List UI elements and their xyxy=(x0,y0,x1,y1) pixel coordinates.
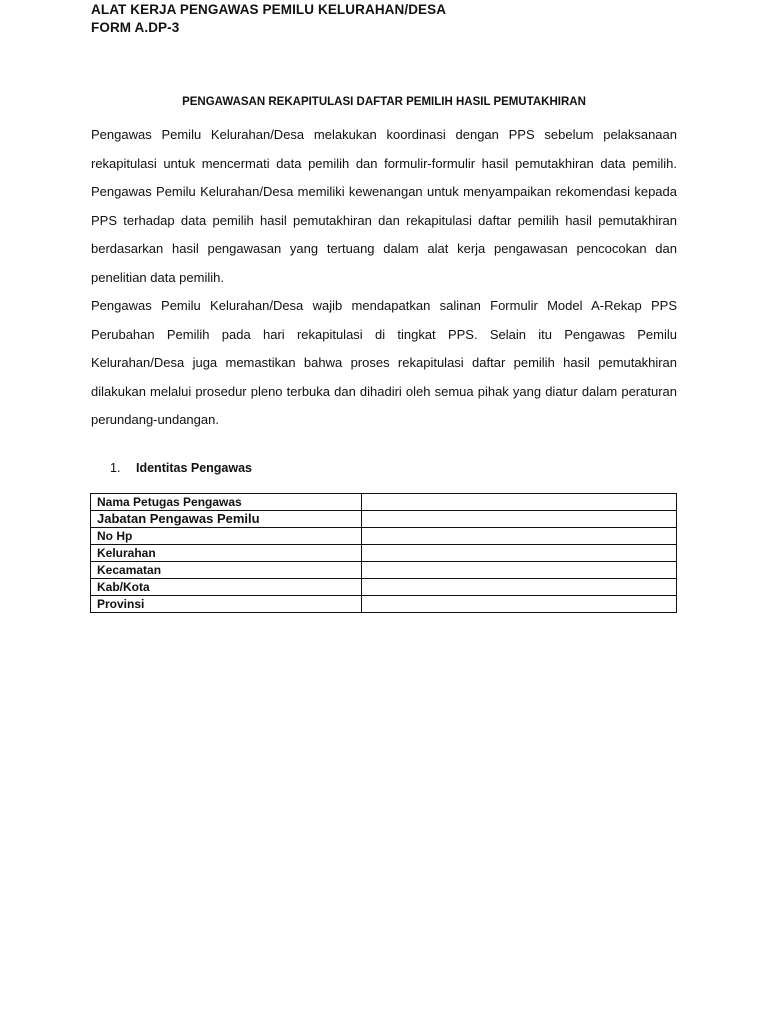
table-row xyxy=(91,511,677,528)
table-row xyxy=(91,596,677,613)
header-form-code: FORM A.DP-3 xyxy=(91,20,180,35)
document-header xyxy=(91,1,446,37)
row-value-kecamatan[interactable] xyxy=(362,562,677,579)
row-value-no-hp[interactable] xyxy=(362,528,677,545)
section-identity-heading xyxy=(110,459,252,477)
row-value-jabatan[interactable] xyxy=(362,511,677,528)
paragraph-obligation: Pengawas Pemilu Kelurahan/Desa wajib mendapatkan salinan Formulir Model A-Rekap PPS Perubahan Pemilih pada hari rekapitulasi di tingkat PPS. Selain itu Pengawas Pemilu Kelurahan/Desa juga memastikan bahwa proses rekapitulasi daftar pemilih hasil pemutakhiran dilakukan melalui prosedur pleno terbuka dan dihadiri oleh semua pihak yang diatur dalam peraturan perundang-undangan. xyxy=(91,298,677,428)
row-value-nama-petugas[interactable] xyxy=(362,494,677,511)
header-agency-line: ALAT KERJA PENGAWAS PEMILU KELURAHAN/DESA xyxy=(91,2,447,17)
row-value-kab-kota[interactable] xyxy=(362,579,677,596)
section-number: 1. xyxy=(110,461,121,475)
row-label-jabatan: Jabatan Pengawas Pemilu xyxy=(91,511,362,528)
row-label-kecamatan: Kecamatan xyxy=(91,562,362,579)
row-label-provinsi: Provinsi xyxy=(91,596,362,613)
paragraph-coordination: Pengawas Pemilu Kelurahan/Desa melakukan koordinasi dengan PPS sebelum pelaksanaan rekapitulasi untuk mencermati data pemilih dan formulir-formulir hasil pemutakhiran data pemilih. Pengawas Pemilu Kelurahan/Desa memiliki kewenangan untuk menyampaikan rekomendasi kepada PPS terhadap data pemilih hasil pemutakhiran dan rekapitulasi daftar pemilih hasil pemutakhiran berdasarkan hasil pengawasan yang tertuang dalam alat kerja pengawasan pencocokan dan penelitian data pemilih. xyxy=(91,127,677,285)
row-label-no-hp: No Hp xyxy=(91,528,362,545)
row-label-kab-kota: Kab/Kota xyxy=(91,579,362,596)
table-row xyxy=(91,528,677,545)
table-row xyxy=(91,579,677,596)
table-row xyxy=(91,545,677,562)
row-value-kelurahan[interactable] xyxy=(362,545,677,562)
document-title: PENGAWASAN REKAPITULASI DAFTAR PEMILIH HASIL PEMUTAKHIRAN xyxy=(182,96,586,108)
table-row xyxy=(91,494,677,511)
row-label-nama-petugas: Nama Petugas Pengawas xyxy=(91,494,362,511)
table-row xyxy=(91,562,677,579)
row-value-provinsi[interactable] xyxy=(362,596,677,613)
section-title: Identitas Pengawas xyxy=(136,461,253,475)
row-label-kelurahan: Kelurahan xyxy=(91,545,362,562)
identity-table xyxy=(90,493,677,613)
